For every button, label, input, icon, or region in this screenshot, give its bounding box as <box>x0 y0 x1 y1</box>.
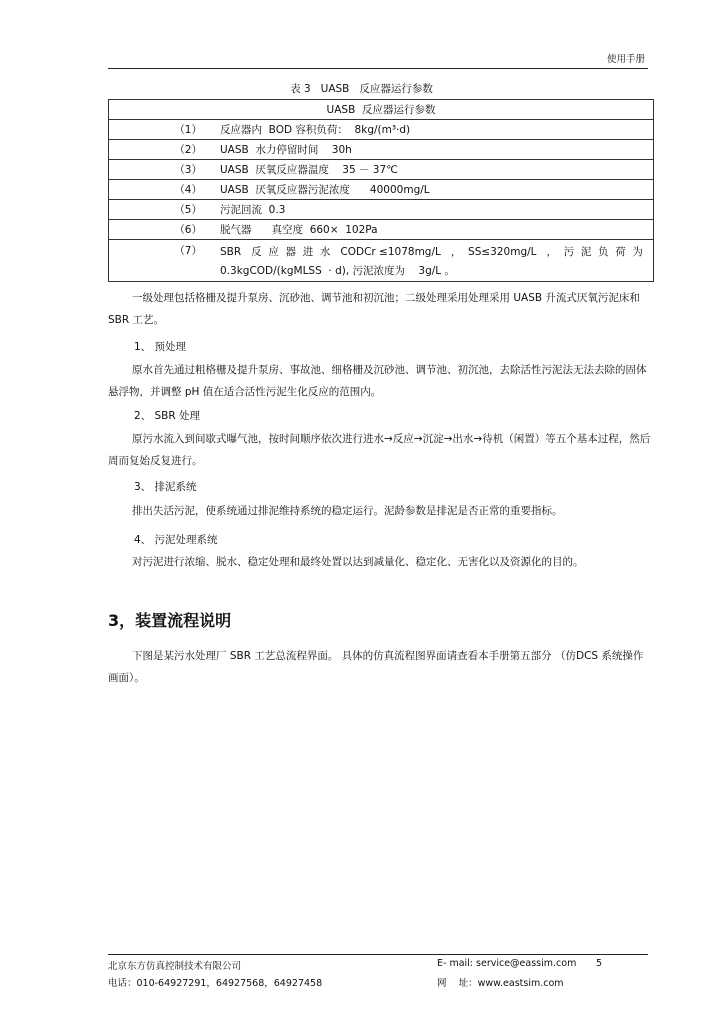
table-row <box>109 140 654 160</box>
table-row <box>109 120 654 140</box>
footer-company: 北京东方仿真控制技术有限公司 <box>108 961 242 972</box>
row-text: 脱气器 真空度 660× 102Pa <box>220 220 654 240</box>
footer-website: 网 址：www.eastsim.com <box>437 978 564 989</box>
section-heading: 4、 污泥处理系统 <box>134 534 218 546</box>
row-number: （1） <box>109 120 221 140</box>
header-label: 使用手册 <box>606 54 645 65</box>
table-row <box>109 180 654 200</box>
section-paragraph: 排出失活污泥，使系统通过排泥维持系统的稳定运行。泥龄参数是排泥是否正常的重要指标。 <box>132 505 563 517</box>
row-number: （5） <box>109 200 221 220</box>
footer-phone: 电话：010-64927291，64927568，64927458 <box>108 978 323 989</box>
table-row <box>109 220 654 240</box>
row-number: （6） <box>109 220 221 240</box>
section-paragraph: 原水首先通过粗格栅及提升泵房、事故池、细格栅及沉砂池、调节池、初沉池，去除活性污泥法无法去除的固体悬浮物，并调整 pH 值在适合活性污泥生化反应的范围内。 <box>108 364 647 398</box>
page-number: 5 <box>596 958 603 969</box>
table-title: UASB 反应器运行参数 <box>109 100 654 120</box>
row-number: （3） <box>109 160 221 180</box>
row-text: UASB 水力停留时间 30h <box>220 140 654 160</box>
row-text-continued: 0.3kgCOD/(kgMLSS · d), 污泥浓度为 3g/L 。 <box>220 265 455 277</box>
row-text: 污泥回流 0.3 <box>220 200 654 220</box>
row-number: （4） <box>109 180 221 200</box>
row-text-wrap <box>220 240 654 282</box>
table-row <box>109 160 654 180</box>
row-text: 反应器内 BOD 容积负荷： 8kg/(m³·d) <box>220 120 654 140</box>
section-heading: 2、 SBR 处理 <box>134 410 201 422</box>
intro-paragraph: 一级处理包括格栅及提升泵房、沉砂池、调节池和初沉池；二级处理采用处理采用 UASB 升流式厌氧污泥床和 SBR 工艺。 <box>108 292 640 326</box>
section-paragraph: 下图是某污水处理厂 SBR 工艺总流程界面。 具体的仿真流程图界面请查看本手册第五部分 （仿DCS 系统操作画面）。 <box>108 650 644 684</box>
section-heading: 3、 排泥系统 <box>134 481 197 493</box>
table-row <box>109 240 654 282</box>
table-caption: 表 3 UASB 反应器运行参数 <box>290 83 433 95</box>
section-title: 3，装置流程说明 <box>108 611 232 630</box>
row-number: （7） <box>109 240 221 282</box>
section-paragraph: 原污水流入到间歇式曝气池，按时间顺序依次进行进水→反应→沉淀→出水→待机（闲置）等五个基本过程，然后周而复始反复进行。 <box>108 433 651 467</box>
section-paragraph: 对污泥进行浓缩、脱水、稳定处理和最终处置以达到减量化、稳定化、无害化以及资源化的目的。 <box>132 556 584 568</box>
row-text: SBR 反 应 器 进 水 CODCr ≤1078mg/L ， SS≤320mg/L ， 污 泥 负 荷 为 <box>220 246 643 258</box>
section-heading: 1、 预处理 <box>134 341 187 353</box>
header-divider <box>108 68 648 69</box>
row-text: UASB 厌氧反应器温度 35 － 37℃ <box>220 160 654 180</box>
footer-email: E- mail: service@eassim.com <box>437 958 577 969</box>
parameter-table <box>108 99 654 282</box>
row-number: （2） <box>109 140 221 160</box>
footer-divider <box>108 954 648 955</box>
row-text: UASB 厌氧反应器污泥浓度 40000mg/L <box>220 180 654 200</box>
table-row <box>109 200 654 220</box>
